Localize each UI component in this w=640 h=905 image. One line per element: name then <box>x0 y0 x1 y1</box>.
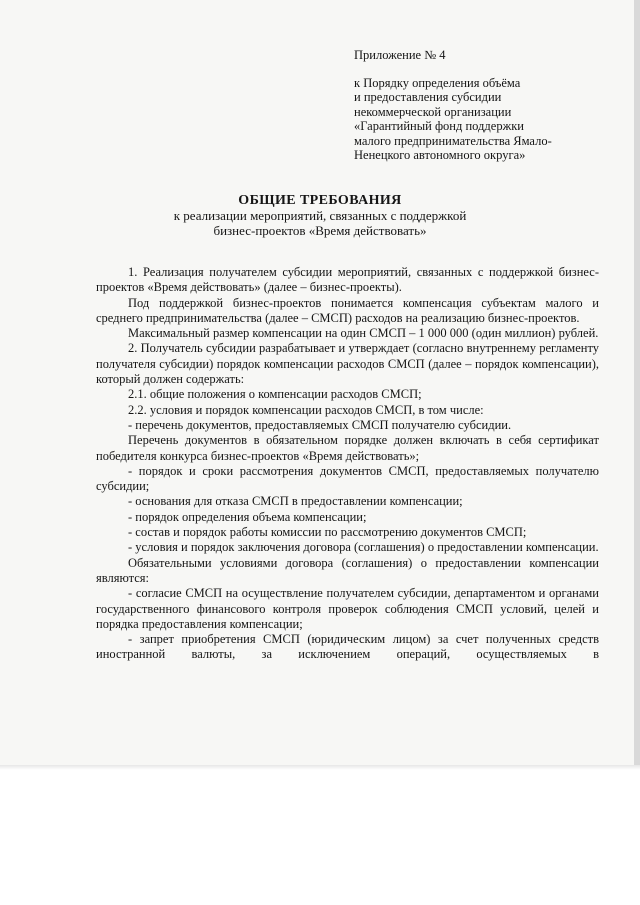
appendix-title: Приложение № 4 <box>354 48 446 62</box>
document-heading <box>0 193 640 238</box>
document-subtitle-line: бизнес-проектов «Время действовать» <box>213 223 427 238</box>
paragraph: Перечень документов в обязательном порядке должен включать в себя сертификат победителя конкурса бизнес-проектов «Время действовать»; <box>96 433 599 463</box>
document-title: ОБЩИЕ ТРЕБОВАНИЯ <box>238 193 402 208</box>
appendix-line: к Порядку определения объёма <box>354 75 521 90</box>
paragraph: 2.2. условия и порядок компенсации расходов СМСП, в том числе: <box>128 402 484 417</box>
paragraph: Под поддержкой бизнес-проектов понимается компенсация субъектам малого и среднего предпринимательства (далее – СМСП) расходов на реализацию бизнес-проектов. <box>96 295 599 325</box>
appendix-line: некоммерческой организации <box>354 104 512 119</box>
paragraph: - состав и порядок работы комиссии по рассмотрению документов СМСП; <box>128 525 527 540</box>
paragraph: - основания для отказа СМСП в предоставлении компенсации; <box>128 494 463 509</box>
paragraph: - порядок определения объема компенсации; <box>128 509 367 524</box>
appendix-line: «Гарантийный фонд поддержки <box>354 119 524 133</box>
document-subtitle-line: к реализации мероприятий, связанных с поддержкой <box>173 208 467 223</box>
appendix-block <box>354 48 634 163</box>
paragraph: Обязательными условиями договора (соглашения) о предоставлении компенсации являются: <box>96 555 599 585</box>
appendix-line: и предоставления субсидии <box>354 90 502 104</box>
paragraph: - согласие СМСП на осуществление получателем субсидии, департаментом и органами государственного финансового контроля проверок соблюдения СМСП условий, целей и порядка предоставления компенсации; <box>96 586 599 631</box>
paragraph: 1. Реализация получателем субсидии мероприятий, связанных с поддержкой бизнес-проектов «Время действовать» (далее – бизнес-проекты). <box>96 265 599 295</box>
paragraph: - порядок и сроки рассмотрения документов СМСП, предоставляемых получателю субсидии; <box>96 463 599 494</box>
appendix-line: Ненецкого автономного округа» <box>354 148 526 162</box>
paragraph: - запрет приобретения СМСП (юридическим лицом) за счет полученных средств иностранной валюты, за исключением операций, осуществляемых в <box>96 632 599 662</box>
paragraph: - перечень документов, предоставляемых СМСП получателю субсидии. <box>128 417 512 432</box>
appendix-line: малого предпринимательства Ямало- <box>354 133 552 148</box>
document-body <box>96 265 599 663</box>
paragraph: - условия и порядок заключения договора (соглашения) о предоставлении компенсации. <box>128 540 599 555</box>
page-edge-shadow <box>0 765 640 770</box>
paragraph: 2.1. общие положения о компенсации расходов СМСП; <box>128 387 422 402</box>
paragraph: 2. Получатель субсидии разрабатывает и утверждает (согласно внутреннему регламенту получателя субсидии) порядок компенсации расходов СМСП (далее – порядок компенсации), который должен содержать: <box>96 341 599 387</box>
paragraph: Максимальный размер компенсации на один СМСП – 1 000 000 (один миллион) рублей. <box>128 326 599 341</box>
